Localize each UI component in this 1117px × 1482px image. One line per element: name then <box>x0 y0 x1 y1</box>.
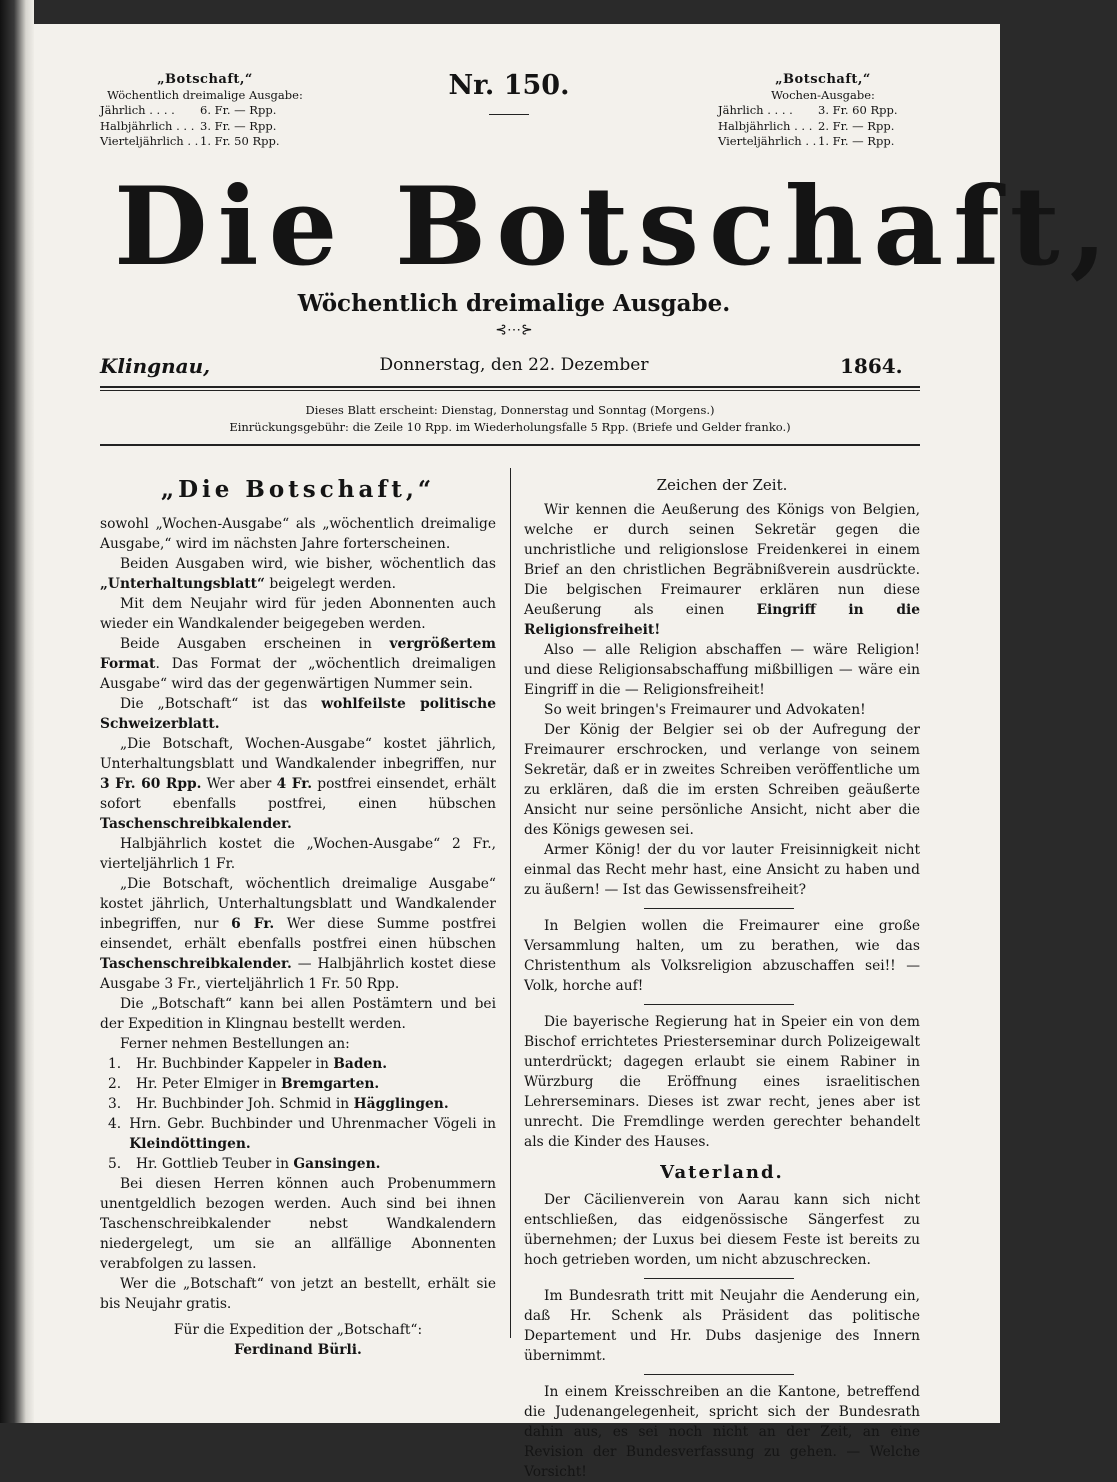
dateline-place: Klingnau, <box>100 354 211 378</box>
section-title-vaterland: Vaterland. <box>660 1162 784 1183</box>
right-box-subtitle: Wochen-Ausgabe: <box>771 87 875 102</box>
paragraph: Beiden Ausgaben wird, wie bisher, wöchentlich das „Unterhaltungsblatt“ beigelegt werden. <box>100 556 496 592</box>
dateline-year: 1864. <box>840 354 903 378</box>
paragraph: Also — alle Religion abschaffen — wäre Religion! und diese Religionsabschaffung mißbilligen — wäre ein Eingriff in die — Religionsfreiheit! <box>524 642 920 698</box>
left-column-title: „Die Botschaft,“ <box>160 476 436 503</box>
paragraph: Bei diesen Herren können auch Probenummern unentgeldlich bezogen werden. Auch sind bei ihnen Taschenschreibkalender nebst Wandkalendern niedergelegt, um sie an allfällige Abonnenten verabfolgen zu lassen. <box>100 1176 496 1272</box>
left-box-title: „Botschaft,“ <box>157 72 253 87</box>
left-box-row: Vierteljährlich . . 1. Fr. 50 Rpp. <box>100 134 280 148</box>
left-subscription-box <box>100 72 310 150</box>
paragraph: In Belgien wollen die Freimaurer eine große Versammlung halten, um zu berathen, wie das Christenthum als Volksreligion abzuschaffen sei!! — Volk, horche auf! <box>524 918 920 994</box>
paragraph: Der Cäcilienverein von Aarau kann sich nicht entschließen, das eidgenössische Sängerfest zu übernehmen; der Luxus bei diesem Feste ist bereits zu hoch getrieben worden, um nicht abzuschrecken. <box>524 1192 920 1268</box>
paragraph: In einem Kreisschreiben an die Kantone, betreffend die Judenangelegenheit, spricht sich der Bundesrath dahin aus, es sei noch nicht an der Zeit, an eine Revision der Bundesverfassung zu gehen. — Welche Vorsicht! <box>524 1384 920 1480</box>
paragraph: sowohl „Wochen-Ausgabe“ als „wöchentlich dreimalige Ausgabe,“ wird im nächsten Jahre forterscheinen. <box>100 516 496 552</box>
section-separator <box>644 1004 794 1005</box>
list-item: 1. Hr. Buchbinder Kappeler in Baden. <box>108 1056 388 1072</box>
paragraph: Im Bundesrath tritt mit Neujahr die Aenderung ein, daß Hr. Schenk als Präsident das politische Departement und Hr. Dubs dasjenige des Innern übernimmt. <box>524 1288 920 1364</box>
section-separator <box>644 908 794 909</box>
paragraph: So weit bringen's Freimaurer und Advokaten! <box>544 702 866 718</box>
issue-number: Nr. 150. <box>448 70 570 101</box>
left-box-row: Jährlich . . . . 6. Fr. — Rpp. <box>100 103 277 117</box>
signature-name: Ferdinand Bürli. <box>234 1342 362 1358</box>
right-subscription-box <box>718 72 928 150</box>
right-column <box>524 470 920 1482</box>
header-rule-bottom <box>100 444 920 446</box>
paragraph: Ferner nehmen Bestellungen an: <box>120 1036 350 1052</box>
paragraph: Die „Botschaft“ ist das wohlfeilste politische Schweizerblatt. <box>100 696 496 732</box>
paragraph: Beide Ausgaben erscheinen in vergrößertem Format. Das Format der „wöchentlich dreimaligen Ausgabe“ wird das der gegenwärtigen Nummer sein. <box>100 636 496 692</box>
signature-line: Für die Expedition der „Botschaft“: <box>173 1322 423 1338</box>
paragraph: Armer König! der du vor lauter Freisinnigkeit nicht einmal das Recht mehr hast, eine Ansicht zu haben und zu äußern! — Ist das Gewissensfreiheit? <box>524 842 920 898</box>
paragraph: Der König der Belgier sei ob der Aufregung der Freimaurer erschrocken, und verlange von seinem Sekretär, daß er in zweites Schreiben veröffentliche um zu erklären, daß die im ersten Schreiben geäußerte Ansicht nur seine persönliche Ansicht, nicht aber die des Königs gewesen sei. <box>524 722 920 838</box>
paragraph: Wir kennen die Aeußerung des Königs von Belgien, welche er durch seinen Sekretär gegen die unchristliche und religionslose Freidenkerei in einem Brief an den christlichen Begräbnißverein ausdrückte. Die belgischen Freimaurer erklären nun diese Aeußerung als einen Eingriff in die Religionsfreiheit! <box>524 502 920 638</box>
right-box-title: „Botschaft,“ <box>775 72 871 87</box>
paragraph: Halbjährlich kostet die „Wochen-Ausgabe“ 2 Fr., vierteljährlich 1 Fr. <box>100 836 496 872</box>
notice-line-1: Dieses Blatt erscheint: Dienstag, Donnerstag und Sonntag (Morgens.) <box>305 403 715 417</box>
header-rule-top <box>100 386 920 388</box>
left-column <box>100 470 496 1360</box>
header-rule-top-thin <box>100 390 920 391</box>
issue-number-rule <box>489 114 529 115</box>
right-box-row: Jährlich . . . . 3. Fr. 60 Rpp. <box>718 103 898 117</box>
left-box-subtitle: Wöchentlich dreimalige Ausgabe: <box>107 87 303 102</box>
dateline-date: Donnerstag, den 22. Dezember <box>379 355 649 375</box>
list-item: 2. Hr. Peter Elmiger in Bremgarten. <box>108 1076 380 1092</box>
paragraph: Mit dem Neujahr wird für jeden Abonnenten auch wieder ein Wandkalender beigegeben werden. <box>100 596 496 632</box>
right-box-row: Halbjährlich . . . 2. Fr. — Rpp. <box>718 118 895 133</box>
paragraph: „Die Botschaft, Wochen-Ausgabe“ kostet jährlich, Unterhaltungsblatt und Wandkalender inbegriffen, nur 3 Fr. 60 Rpp. Wer aber 4 Fr. postfrei einsendet, erhält sofort ebenfalls postfrei, einen hübschen Taschenschreibkalender. <box>100 736 496 832</box>
section-separator <box>644 1374 794 1375</box>
section-title-zeichen: Zeichen der Zeit. <box>656 476 788 494</box>
book-binding-edge <box>0 0 34 1423</box>
right-box-row: Vierteljährlich . . 1. Fr. — Rpp. <box>718 134 895 148</box>
tagline: Wöchentlich dreimalige Ausgabe. <box>297 290 731 317</box>
newspaper-page <box>34 24 1117 1480</box>
masthead-title: Die Botschaft, <box>114 164 1117 290</box>
publication-notice <box>100 402 920 436</box>
notice-line-2: Einrückungsgebühr: die Zeile 10 Rpp. im Wiederholungsfalle 5 Rpp. (Briefe und Gelder franko.) <box>229 420 791 434</box>
paragraph: „Die Botschaft, wöchentlich dreimalige Ausgabe“ kostet jährlich, Unterhaltungsblatt und Wandkalender inbegriffen, nur 6 Fr. Wer diese Summe postfrei einsendet, erhält ebenfalls postfrei einen hübschen Taschenschreibkalender. — Halbjährlich kostet diese Ausgabe 3 Fr., vierteljährlich 1 Fr. 50 Rpp. <box>100 876 496 992</box>
paragraph: Die „Botschaft“ kann bei allen Postämtern und bei der Expedition in Klingnau bestellt werden. <box>100 996 496 1032</box>
list-item: 4. Hrn. Gebr. Buchbinder und Uhrenmacher Vögeli in Kleindöttingen. <box>108 1116 496 1152</box>
list-item: 3. Hr. Buchbinder Joh. Schmid in Hägglingen. <box>108 1096 449 1112</box>
list-item: 5. Hr. Gottlieb Teuber in Gansingen. <box>108 1156 381 1172</box>
column-divider <box>510 468 511 1338</box>
left-box-row: Halbjährlich . . . 3. Fr. — Rpp. <box>100 118 277 133</box>
ornament-divider: ⊰⋯⊱ <box>495 322 533 338</box>
paragraph: Die bayerische Regierung hat in Speier ein von dem Bischof errichtetes Priesterseminar durch Polizeigewalt unterdrückt; dagegen erlaubt sie einem Rabiner in Würzburg die Eröffnung eines israelitischen Lehrerseminars. Dieses ist zwar recht, jenes aber ist unrecht. Die Fremdlinge werden gerechter behandelt als die Kinder des Hauses. <box>524 1014 920 1150</box>
paragraph: Wer die „Botschaft“ von jetzt an bestellt, erhält sie bis Neujahr gratis. <box>100 1276 496 1312</box>
section-separator <box>644 1278 794 1279</box>
